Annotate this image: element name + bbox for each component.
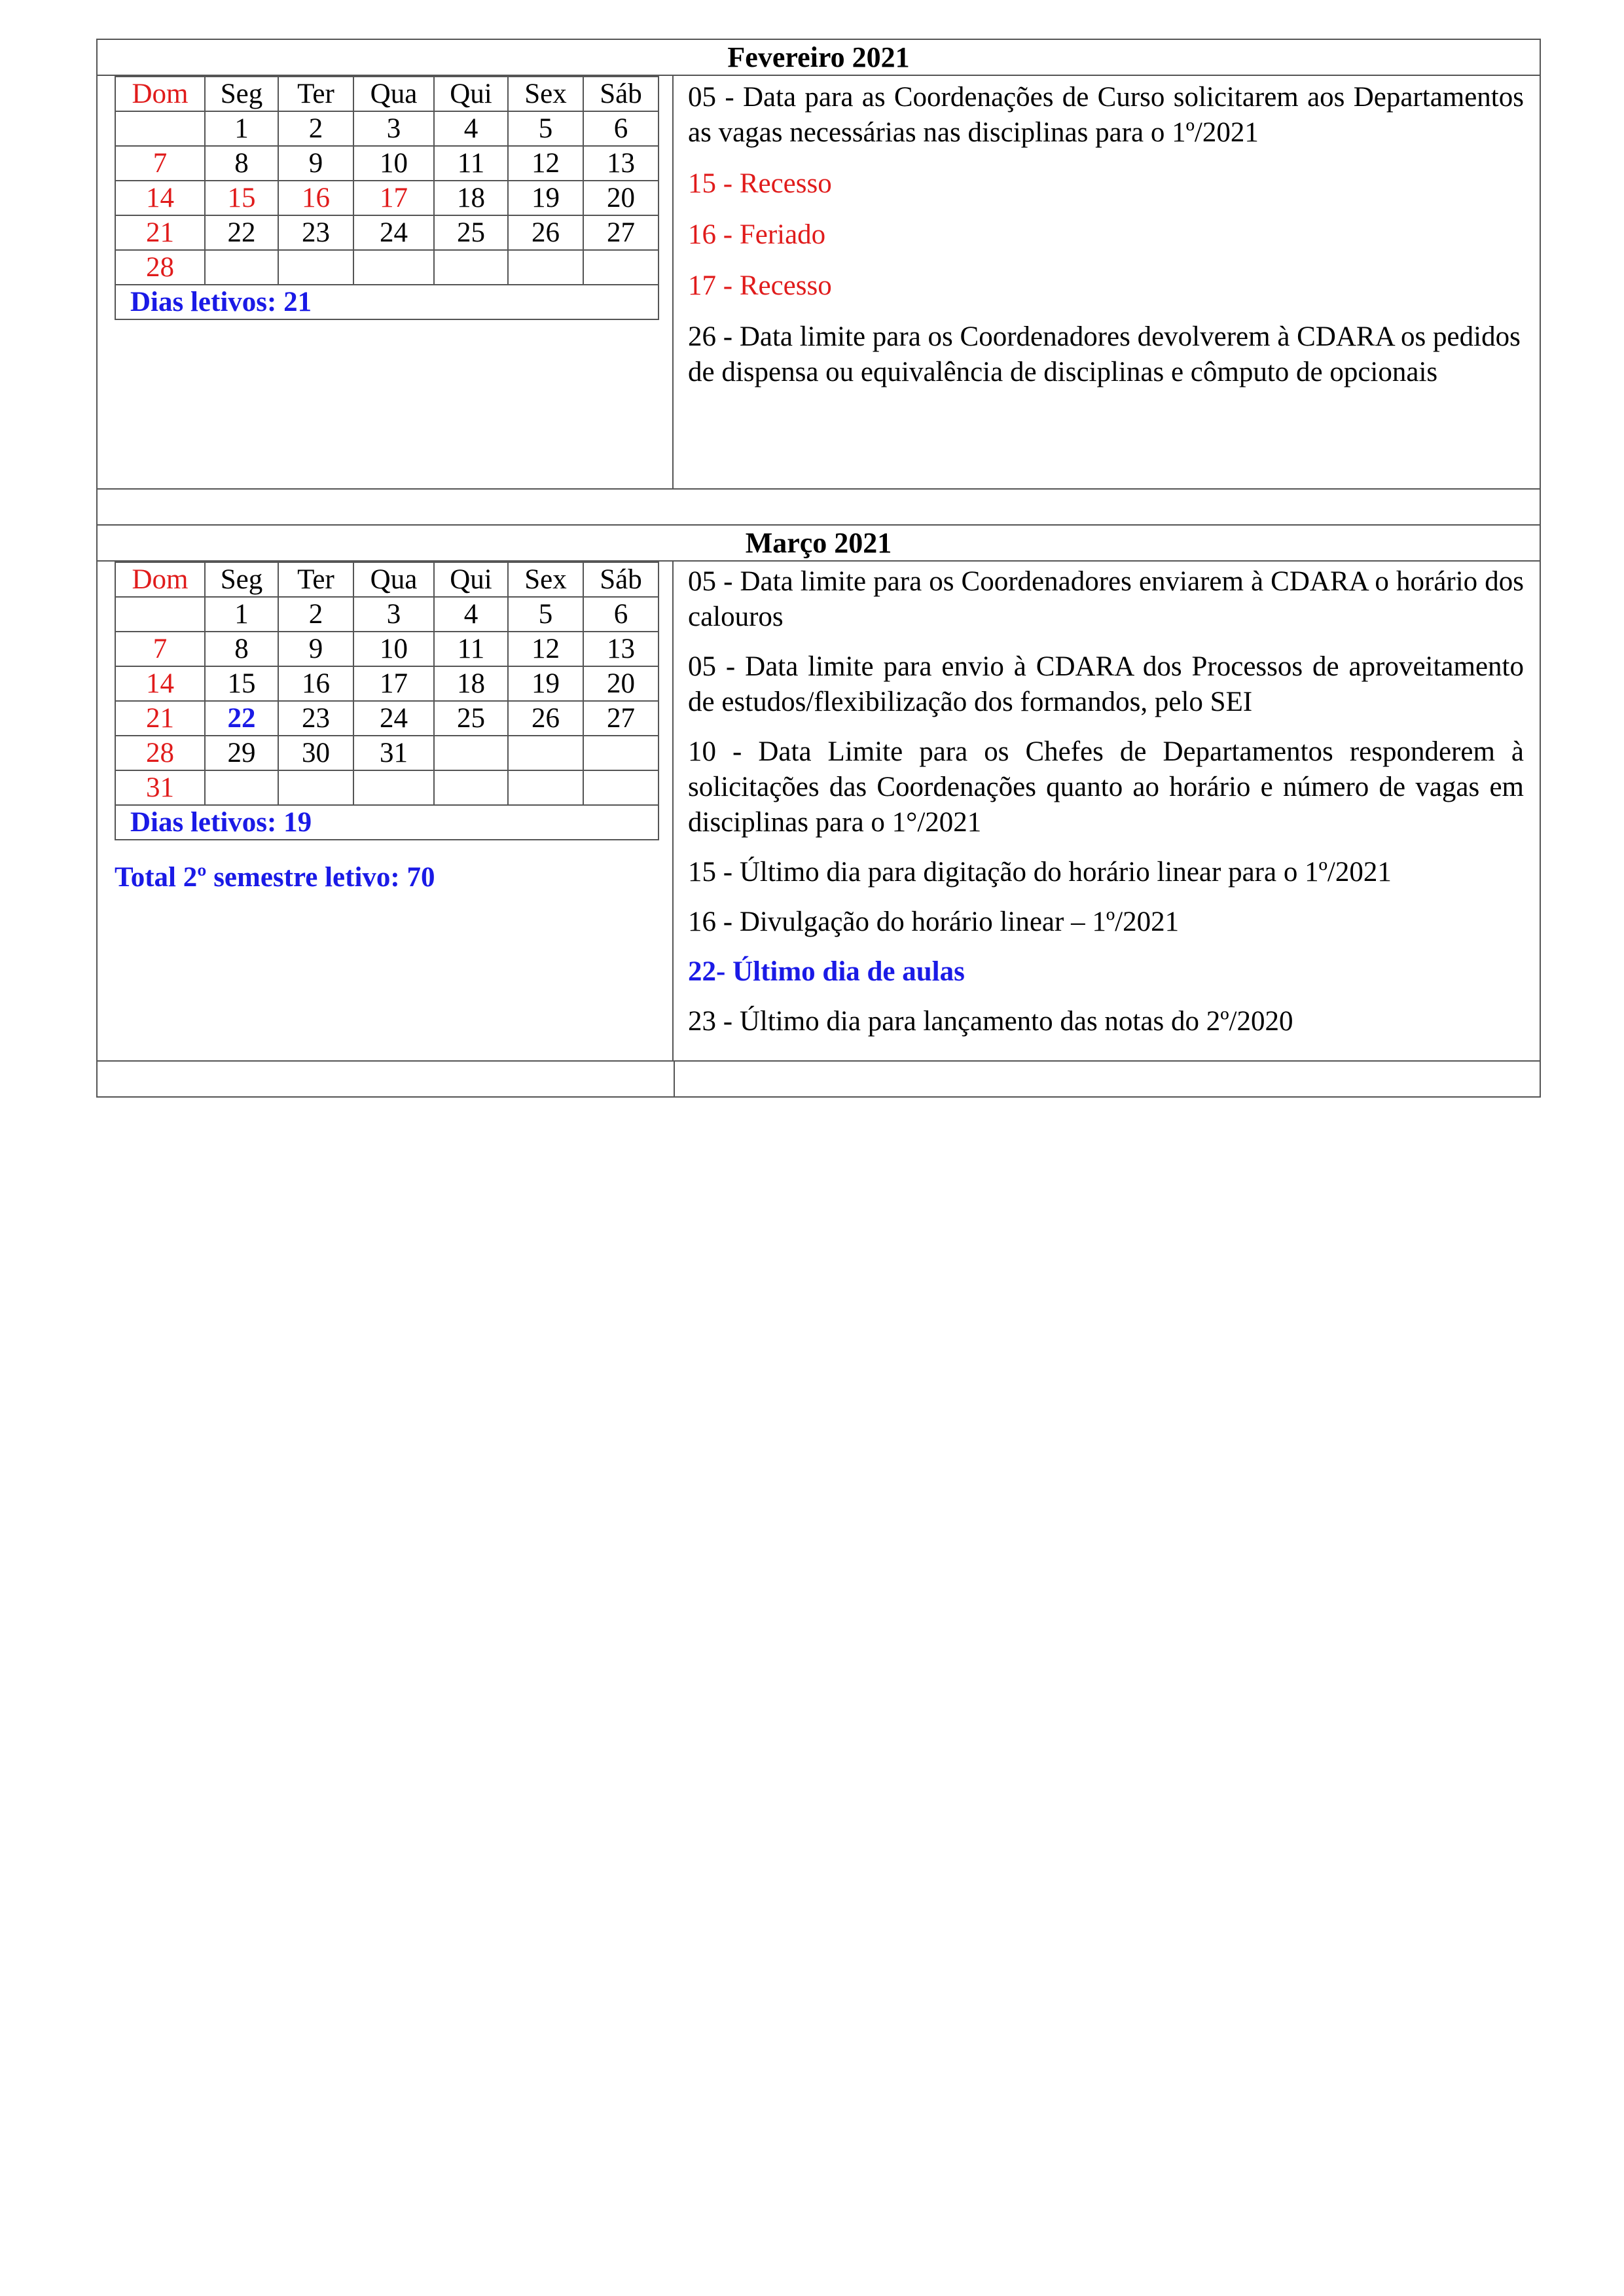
day-cell: 19 — [508, 666, 583, 701]
weekday-dom: Dom — [115, 77, 205, 111]
week-row — [115, 597, 659, 632]
weekday-qui: Qui — [434, 77, 508, 111]
day-cell: 2 — [278, 111, 353, 146]
day-cell: 5 — [508, 111, 583, 146]
weekday-ter: Ter — [278, 562, 353, 597]
day-cell — [278, 250, 353, 285]
day-cell: 11 — [434, 632, 508, 666]
weekday-dom: Dom — [115, 562, 205, 597]
day-cell: 18 — [434, 181, 508, 215]
weekday-sex: Sex — [508, 77, 583, 111]
march-title: Março 2021 — [98, 526, 1540, 562]
day-cell: 10 — [353, 632, 434, 666]
day-cell: 22 — [205, 215, 278, 250]
february-calendar-cell — [98, 76, 674, 488]
day-cell: 7 — [115, 632, 205, 666]
day-cell: 25 — [434, 215, 508, 250]
day-cell: 1 — [205, 111, 278, 146]
day-cell: 28 — [115, 250, 205, 285]
day-cell — [205, 250, 278, 285]
day-cell: 17 — [353, 666, 434, 701]
day-cell: 1 — [205, 597, 278, 632]
event-item: 16 - Divulgação do horário linear – 1º/2021 — [688, 906, 1180, 937]
day-cell: 28 — [115, 736, 205, 770]
event-item: 22- Último dia de aulas — [688, 956, 965, 987]
day-cell: 16 — [278, 666, 353, 701]
march-calendar — [115, 562, 659, 840]
week-row — [115, 736, 659, 770]
weekday-qui: Qui — [434, 562, 508, 597]
day-cell — [508, 736, 583, 770]
day-cell — [205, 770, 278, 805]
weekday-ter: Ter — [278, 77, 353, 111]
day-cell: 13 — [583, 146, 659, 181]
week-row — [115, 770, 659, 805]
week-row — [115, 111, 659, 146]
day-cell: 23 — [278, 215, 353, 250]
day-cell — [353, 770, 434, 805]
day-cell: 31 — [115, 770, 205, 805]
day-cell: 14 — [115, 181, 205, 215]
day-cell: 16 — [278, 181, 353, 215]
day-cell — [583, 770, 659, 805]
event-item: 05 - Data limite para envio à CDARA dos Processos de aproveitamento de estudos/flexibilização dos formandos, pelo SEI — [688, 651, 1524, 717]
day-cell: 31 — [353, 736, 434, 770]
february-school-days: Dias letivos: 21 — [115, 285, 659, 319]
day-cell — [583, 736, 659, 770]
week-row — [115, 632, 659, 666]
march-section — [98, 562, 1540, 1062]
semester-total: Total 2º semestre letivo: 70 — [115, 862, 435, 893]
march-school-days: Dias letivos: 19 — [115, 805, 659, 840]
day-cell: 22 — [205, 701, 278, 736]
day-cell — [434, 770, 508, 805]
week-row — [115, 146, 659, 181]
day-cell: 30 — [278, 736, 353, 770]
day-cell: 15 — [205, 181, 278, 215]
day-cell: 7 — [115, 146, 205, 181]
day-cell — [434, 736, 508, 770]
event-item: 16 - Feriado — [688, 219, 826, 250]
day-cell: 20 — [583, 181, 659, 215]
section-spacer — [98, 490, 1540, 526]
day-cell: 24 — [353, 701, 434, 736]
day-cell: 3 — [353, 597, 434, 632]
march-events — [674, 562, 1540, 1060]
event-item: 17 - Recesso — [688, 270, 832, 301]
day-cell: 12 — [508, 146, 583, 181]
weekday-sex: Sex — [508, 562, 583, 597]
day-cell: 9 — [278, 632, 353, 666]
day-cell: 29 — [205, 736, 278, 770]
week-row — [115, 250, 659, 285]
day-cell: 18 — [434, 666, 508, 701]
day-cell — [278, 770, 353, 805]
day-cell: 10 — [353, 146, 434, 181]
day-cell: 4 — [434, 597, 508, 632]
weekday-sab: Sáb — [583, 562, 659, 597]
february-section — [98, 76, 1540, 490]
day-cell: 15 — [205, 666, 278, 701]
february-events — [674, 76, 1540, 488]
february-calendar — [115, 76, 659, 320]
day-cell: 8 — [205, 632, 278, 666]
weekday-seg: Seg — [205, 562, 278, 597]
day-cell: 11 — [434, 146, 508, 181]
day-cell — [583, 250, 659, 285]
event-item: 26 - Data limite para os Coordenadores devolverem à CDARA os pedidos de dispensa ou equivalência de disciplinas e cômputo de opcionais — [688, 321, 1521, 387]
event-item: 15 - Último dia para digitação do horário linear para o 1º/2021 — [688, 857, 1392, 888]
day-cell: 9 — [278, 146, 353, 181]
day-cell: 24 — [353, 215, 434, 250]
day-cell: 27 — [583, 215, 659, 250]
academic-calendar-table — [96, 39, 1541, 1098]
day-cell: 21 — [115, 701, 205, 736]
day-cell: 8 — [205, 146, 278, 181]
event-item: 05 - Data para as Coordenações de Curso solicitarem aos Departamentos as vagas necessárias nas disciplinas para o 1º/2021 — [688, 82, 1524, 148]
day-cell — [508, 250, 583, 285]
day-cell — [508, 770, 583, 805]
school-days-row — [115, 285, 659, 319]
school-days-row — [115, 805, 659, 840]
day-cell: 4 — [434, 111, 508, 146]
day-cell: 14 — [115, 666, 205, 701]
week-row — [115, 215, 659, 250]
week-row — [115, 181, 659, 215]
weekday-header-row — [115, 77, 659, 111]
event-item: 23 - Último dia para lançamento das notas do 2º/2020 — [688, 1006, 1293, 1037]
day-cell: 19 — [508, 181, 583, 215]
day-cell: 5 — [508, 597, 583, 632]
march-calendar-cell — [98, 562, 674, 1060]
day-cell: 3 — [353, 111, 434, 146]
day-cell — [353, 250, 434, 285]
section-spacer — [98, 1062, 1540, 1096]
event-item: 10 - Data Limite para os Chefes de Departamentos responderem à solicitações das Coordenações quanto ao horário e número de vagas em disciplinas para o 1°/2021 — [688, 736, 1524, 838]
event-item: 15 - Recesso — [688, 168, 832, 199]
day-cell: 21 — [115, 215, 205, 250]
day-cell: 25 — [434, 701, 508, 736]
week-row — [115, 701, 659, 736]
day-cell — [434, 250, 508, 285]
day-cell — [115, 597, 205, 632]
day-cell: 23 — [278, 701, 353, 736]
february-title: Fevereiro 2021 — [98, 40, 1540, 76]
day-cell: 12 — [508, 632, 583, 666]
day-cell: 2 — [278, 597, 353, 632]
weekday-header-row — [115, 562, 659, 597]
day-cell: 6 — [583, 597, 659, 632]
day-cell: 26 — [508, 215, 583, 250]
day-cell: 17 — [353, 181, 434, 215]
day-cell: 20 — [583, 666, 659, 701]
week-row — [115, 666, 659, 701]
weekday-qua: Qua — [353, 562, 434, 597]
day-cell: 6 — [583, 111, 659, 146]
day-cell: 27 — [583, 701, 659, 736]
weekday-qua: Qua — [353, 77, 434, 111]
event-item: 05 - Data limite para os Coordenadores enviarem à CDARA o horário dos calouros — [688, 566, 1524, 632]
day-cell: 13 — [583, 632, 659, 666]
day-cell — [115, 111, 205, 146]
weekday-seg: Seg — [205, 77, 278, 111]
day-cell: 26 — [508, 701, 583, 736]
weekday-sab: Sáb — [583, 77, 659, 111]
